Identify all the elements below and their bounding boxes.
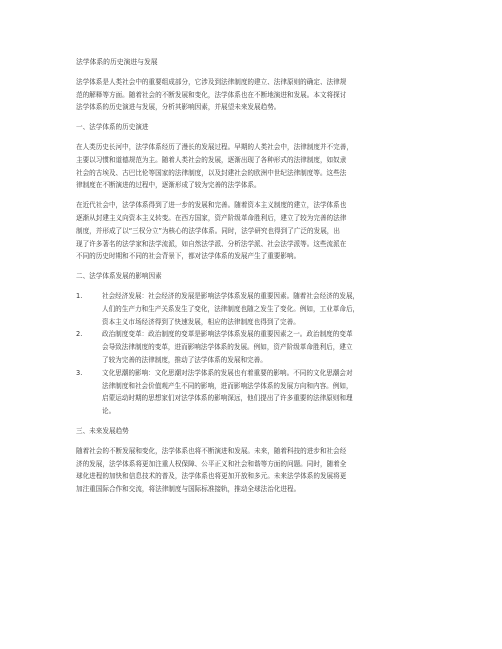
text-line: 社会经济发展：社会经济的发展是影响法学体系发展的重要因素。随着社会经济的发展， (102, 291, 360, 300)
text-line: 现了许多著名的法学家和法学流派，如自然法学派、分析法学派、社会法学派等。这些流派在 (76, 239, 347, 248)
text-line: 论。 (102, 407, 116, 416)
list-item-text (102, 367, 428, 418)
text-line: 在人类历史长河中，法学体系经历了漫长的发展过程。早期的人类社会中，法律制度并不完善， (76, 142, 353, 151)
text-line: 随着社会的不断发展和变化，法学体系也将不断演进和发展。未来，随着科技的进步和社会经 (76, 446, 347, 455)
document-body (76, 56, 428, 503)
text-line: 法学体系是人类社会中的重要组成部分，它涉及到法律制度的建立、法律原则的确定、法律规 (76, 77, 347, 86)
text-line: 不同的历史时期和不同的社会背景下，都对法学体系的发展产生了重要影响。 (76, 252, 301, 261)
list-item (76, 367, 428, 418)
text-line: 启蒙运动时期的思想家们对法学体系的影响深远，他们提出了许多重要的法律原则和理 (102, 394, 353, 403)
list-number: 1. (76, 291, 83, 300)
text-line: 律制度在不断演进的过程中，逐渐形成了较为完善的法学体系。 (76, 181, 261, 190)
factors-list (76, 290, 428, 418)
text-line: 主要以习惯和道德规范为主。随着人类社会的发展，逐渐出现了各种形式的法律制度，如奴隶 (76, 155, 347, 164)
section-heading-future: 三、未来发展趋势 (76, 426, 129, 435)
text-line: 法学体系的历史演进与发展，分析其影响因素，并展望未来发展趋势。 (76, 103, 281, 112)
text-line: 济的发展，法学体系将更加注重人权保障、公平正义和社会和谐等方面的问题。同时，随着全 (76, 459, 347, 468)
section-heading-history: 一、法学体系的历史演进 (76, 123, 149, 132)
text-line: 人们的生产力和生产关系发生了变化，法律制度也随之发生了变化。例如，工业革命后， (102, 304, 360, 313)
list-item-text (102, 328, 428, 366)
text-line: 会导致法律制度的变革，进而影响法学体系的发展。例如，资产阶级革命胜利后，建立 (102, 343, 353, 352)
text-line: 资本主义市场经济得到了快速发展，相应的法律制度也得到了完善。 (102, 317, 300, 326)
section1-paragraph-1 (76, 141, 428, 192)
text-line: 社会的古埃及、古巴比伦等国家的法律制度，以及封建社会的欧洲中世纪法律制度等。这些法 (76, 168, 347, 177)
text-line: 文化思潮的影响：文化思潮对法学体系的发展也有着重要的影响。不同的文化思潮会对 (102, 368, 353, 377)
list-item-text (102, 290, 428, 328)
intro-paragraph (76, 76, 428, 114)
list-item (76, 290, 428, 328)
section1-paragraph-2 (76, 199, 428, 263)
document-title: 法学体系的历史演进与发展 (76, 58, 158, 66)
section3-paragraph (76, 445, 428, 496)
text-line: 了较为完善的法律制度，推动了法学体系的发展和完善。 (102, 355, 267, 364)
text-line: 范的解释等方面。随着社会的不断发展和变化，法学体系也在不断地演进和发展。本文将探讨 (76, 90, 347, 99)
text-line: 球化进程的加快和信息技术的普及，法学体系也将更加开放和多元。未来法学体系的发展将更 (76, 472, 347, 481)
text-line: 在近代社会中，法学体系得到了进一步的发展和完善。随着资本主义制度的建立，法学体系也 (76, 201, 347, 210)
list-item (76, 328, 428, 366)
text-line: 政治制度变革：政治制度的变革是影响法学体系发展的重要因素之一。政治制度的变革 (102, 330, 353, 339)
text-line: 制度，并形成了以“三权分立”为核心的法学体系。同时，法学研究也得到了广泛的发展，出 (76, 226, 340, 235)
text-line: 加注重国际合作和交流，将法律制度与国际标准接轨，推动全球法治化进程。 (76, 485, 301, 494)
section-heading-factors: 二、法学体系发展的影响因素 (76, 272, 162, 281)
list-number: 3. (76, 368, 83, 377)
text-line: 法律制度和社会价值观产生不同的影响，进而影响法学体系的发展方向和内容。例如， (102, 381, 353, 390)
text-line: 逐渐从封建主义向资本主义转变。在西方国家，资产阶级革命胜利后，建立了较为完善的法律 (76, 213, 347, 222)
list-number: 2. (76, 330, 83, 339)
